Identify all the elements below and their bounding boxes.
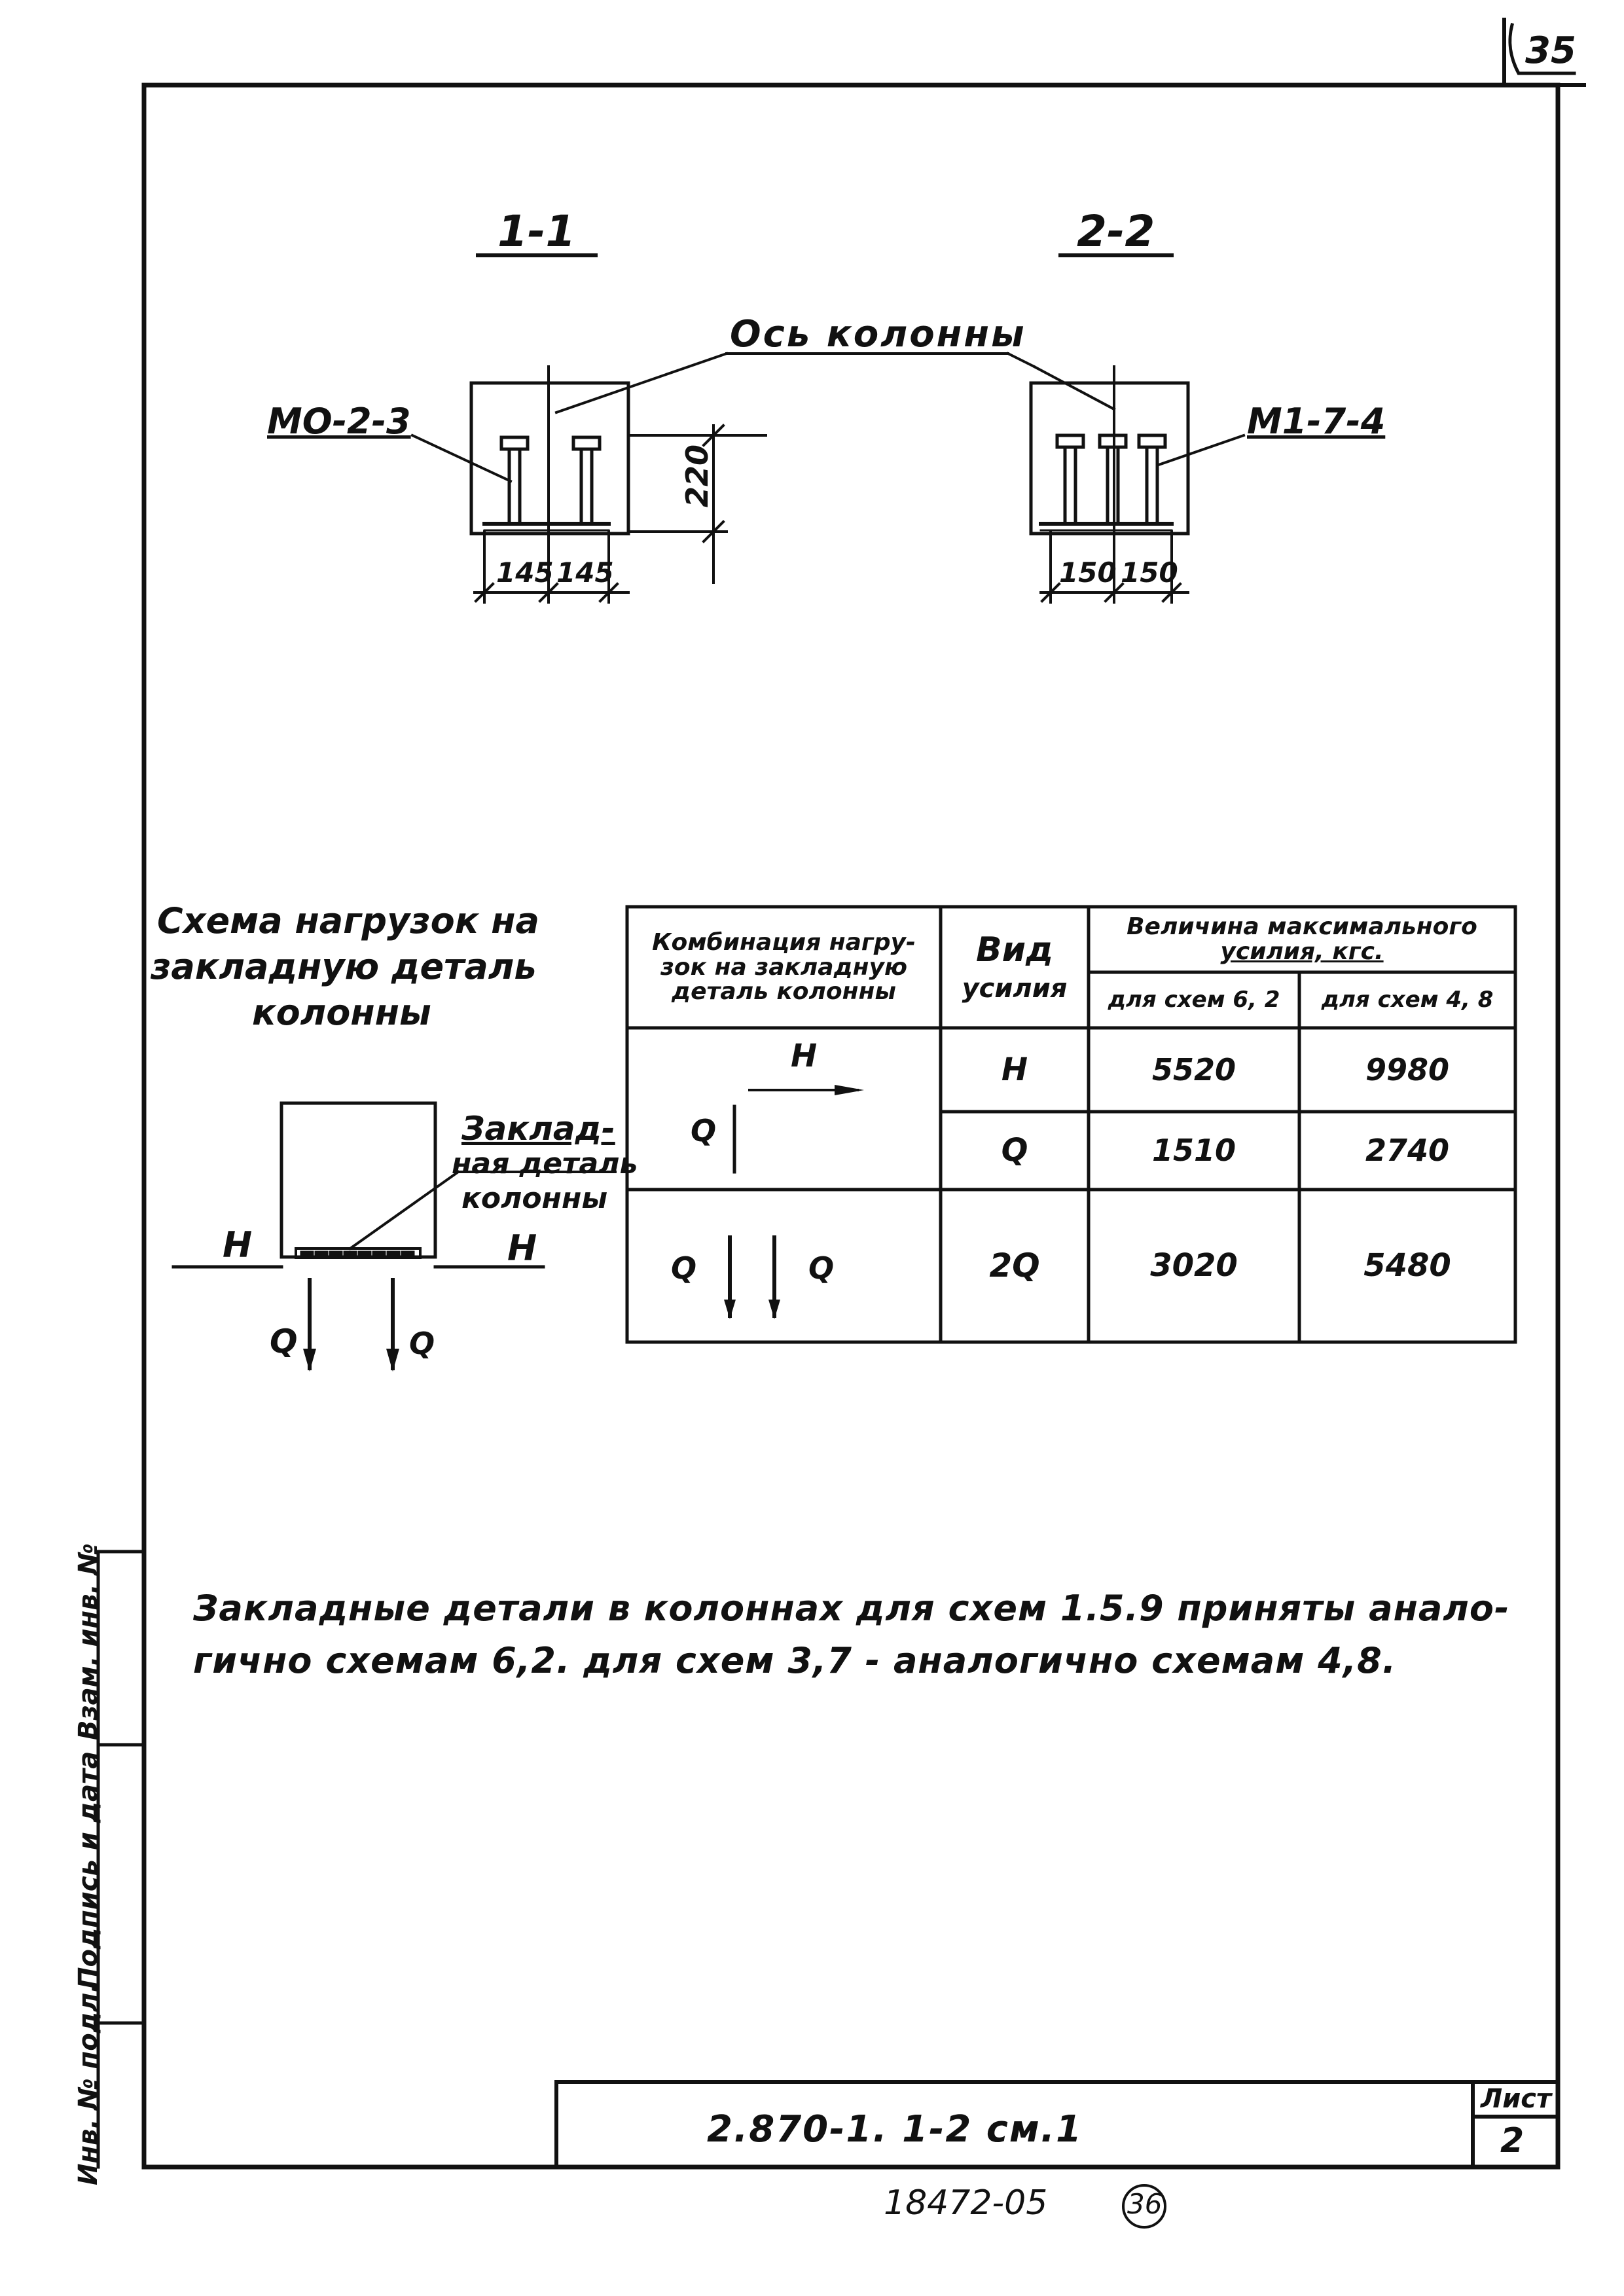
- scheme-force-q-right: Q: [409, 1326, 435, 1361]
- sheet-number: 2: [1500, 2121, 1525, 2160]
- table-header-combination-line1: Комбинация нагру-: [652, 928, 916, 956]
- load-scheme-title-line3: колонны: [252, 992, 431, 1033]
- section-1-1-drawing: [412, 255, 766, 602]
- note-line-1: Закладные детали в колоннах для схем 1.5.9 приняты анало-: [193, 1588, 1510, 1629]
- table-row-1-value-b: 9980: [1365, 1051, 1450, 1087]
- combination-1-h-label: H: [791, 1038, 818, 1074]
- combination-1-sketch: [734, 1085, 864, 1172]
- load-scheme-title-line1: Схема нагрузок на: [157, 900, 539, 941]
- footer-circled-number: 36: [1127, 2188, 1163, 2220]
- section-1-spacing-a: 145: [496, 556, 554, 589]
- section-1-1-title: 1-1: [497, 206, 576, 257]
- scheme-force-q-left: Q: [270, 1322, 298, 1360]
- corner-page-number: 35: [1525, 29, 1576, 72]
- table-header-combination-line3: деталь колонны: [672, 978, 896, 1006]
- table-header-combination-line2: зок на закладную: [660, 953, 908, 981]
- section-2-spacing-a: 150: [1059, 556, 1117, 589]
- table-row-3-value-b: 5480: [1363, 1247, 1451, 1285]
- load-scheme-title-line2: закладную деталь: [151, 946, 537, 987]
- section-1-height-dimension: 220: [679, 444, 715, 508]
- combination-2-q-left-label: Q: [671, 1250, 697, 1286]
- table-row-2-force: Q: [1001, 1132, 1028, 1169]
- section-1-spacing-b: 145: [556, 556, 614, 589]
- table-subheader-schemes-4-8: для схем 4, 8: [1321, 986, 1494, 1013]
- table-row-1-force: H: [1001, 1051, 1028, 1088]
- side-stamp-replacement-inv: Взам. инв. №: [73, 1543, 103, 1740]
- note-line-2: гично схемам 6,2. для схем 3,7 - аналогично схемам 4,8.: [193, 1640, 1397, 1681]
- table-header-max-force-line2: усилия, кгс.: [1220, 938, 1384, 965]
- table-header-force-type: [941, 907, 1089, 1028]
- table-header-combination: [627, 907, 941, 1028]
- embedded-part-label-line3: колонны: [461, 1182, 608, 1215]
- scheme-force-h-right: H: [507, 1228, 537, 1269]
- combination-2-q-right-label: Q: [808, 1250, 835, 1286]
- table-header-max-force: [1089, 907, 1515, 972]
- section-2-2-drawing: [1031, 255, 1244, 602]
- column-axis-label: Ось колонны: [730, 313, 1026, 355]
- section-1-part-label: МО-2-3: [267, 401, 411, 442]
- side-stamp-inv-orig: Инв. № подл.: [73, 1982, 103, 2185]
- footer-number: 18472-05: [884, 2183, 1048, 2223]
- side-stamp-grid: [98, 1552, 144, 2167]
- table-header-max-force-line1: Величина максимального: [1127, 913, 1477, 941]
- table-row-1-value-a: 5520: [1151, 1051, 1236, 1087]
- side-stamp-signature-date: Подпись и дата: [73, 1751, 103, 1989]
- table-row-2-value-b: 2740: [1365, 1133, 1450, 1169]
- document-code: 2.870-1. 1-2 см.1: [707, 2108, 1083, 2151]
- combination-2-sketch: [724, 1237, 780, 1319]
- scheme-force-h-left: H: [223, 1224, 253, 1266]
- embedded-part-label-line1: Заклад-: [461, 1110, 615, 1148]
- embedded-part-label-line2: ная деталь: [452, 1147, 638, 1180]
- section-2-2-title: 2-2: [1077, 206, 1155, 257]
- table-subheader-schemes-6-2: для схем 6, 2: [1108, 986, 1280, 1013]
- sheet-label: Лист: [1481, 2084, 1552, 2114]
- section-2-part-label: М1-7-4: [1247, 401, 1386, 442]
- table-header-force-type-line1: Вид: [975, 930, 1054, 970]
- table-row-3-value-a: 3020: [1150, 1247, 1238, 1285]
- combination-1-q-label: Q: [691, 1113, 717, 1148]
- table-row-2-value-a: 1510: [1151, 1133, 1236, 1169]
- table-header-force-type-line2: усилия: [962, 973, 1068, 1004]
- section-2-spacing-b: 150: [1121, 556, 1178, 589]
- table-row-3-force: 2Q: [989, 1247, 1040, 1285]
